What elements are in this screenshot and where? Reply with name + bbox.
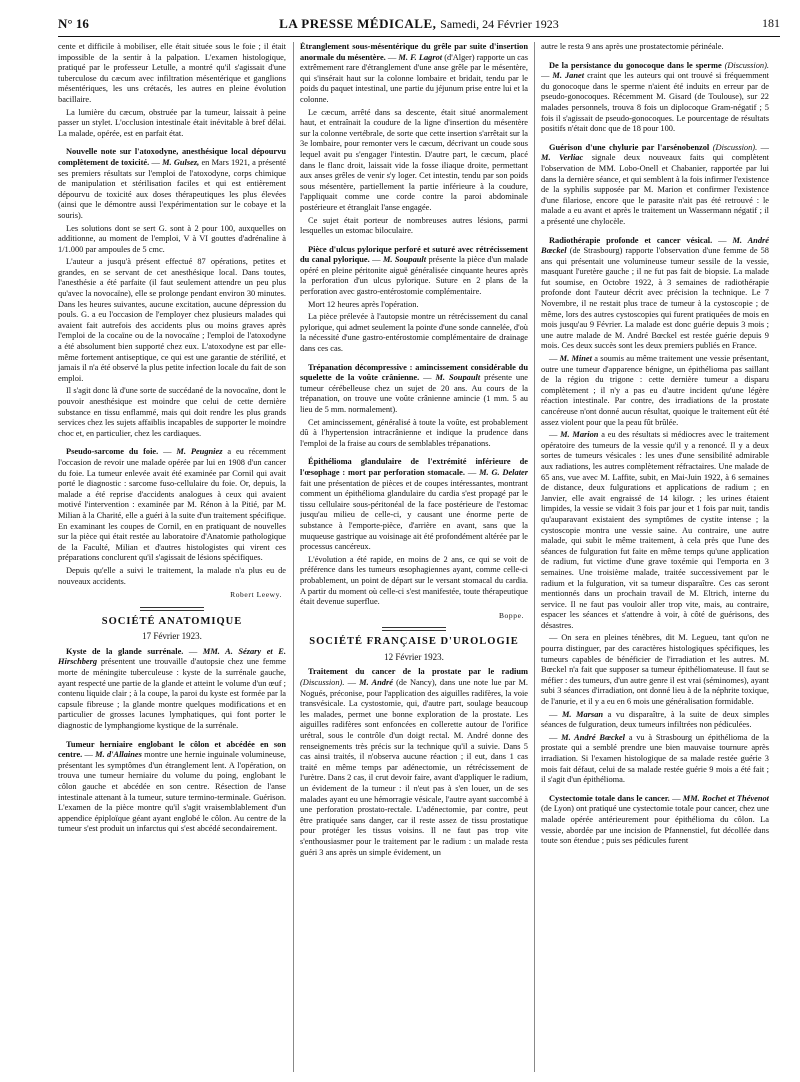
paragraph-text: a eu des résultats si médiocres avec le traitement opératoire des tumeurs de la vessie qu'il y a renoncé. Il y a deux sortes de tumeurs vésicales : les unes d'une sensibilité admirable aux radiations, les autres complètement réfractaires. Une malade de 65 ans, vue avec M. Laffite, subit, en Mai-Juin 1922, à 6 semaines de distance, deux fulgurations et applications de radium ; en Janvier, elle avait engraissé de 14 kilogr. ; les urines étaient limpides, la vessie se vidait 3 fois par jour et 1 fois par nuit, tandis qu'auparavant existaient des symptômes de cystite intense ; la cystoscopie montra une vessie saine. Au contraire, une autre malade, qui subit le même traitement, à cela près que l'une des séances de fulguration fut faite en même temps qu'une application de radium, fut victime d'une grave toxémie qui l'emporta en 3 semaines. Une troisième malade, traitée successivement par le radium et la fulguration, vit sa tumeur disparaître. Ces cas seront mentionnés dans un prochain travail de M. Eltrich, interne du service. Il ne faut pas vouloir aller trop vite, mais, au contraire, espacer les séances et s'attendre à voir, à côté de guérisons, des désastres. (541, 430, 769, 630)
paragraph: a eu récemment l'occasion de revoir une malade opérée par lui en 1908 d'un cancer du foie. La tumeur enlevée avait été examinée par Cornil qui avait porté le diagnostic : sarcome fuso-cellulaire du foie. Or, depuis, la malade a été reprise d'accidents analogues à ceux qui avaient motivé l'intervention : examinée par M. Rénon à la Pitié, par M. Milian à la Charité, elle a guéri à la suite d'un traitement spécifique. En examinant les coupes de Cornil, en en pratiquant de nouvelles sur la pièce qui était restée au laboratoire d'Anatomie pathologique de la Faculté, Milian et d'autres histologistes qui virent ces préparations conclurent qu'il s'agissait de lésions spécifiques. (58, 447, 286, 563)
article-author: M. Marsan (561, 709, 604, 719)
issue-date: Samedi, 24 Février 1923 (440, 17, 559, 31)
paragraph: — M. Minet a soumis au même traitement une vessie présentant, outre une tumeur d'apparence bénigne, un épithélioma pas saillant de la région du trigone : cette dernière tumeur a disparu complètement ; il n'y a pas eu d'autre incident qu'une légère réaction intestinale. Par contre, des irradiations de la prostate cancéreuse n'ont donné aucun résultat, quoique le traitement eût été assez violent pour que la peau fût brûlée. (541, 354, 769, 427)
article-intro: Tumeur herniaire englobant le côlon et abcédée en son centre. — M. d'Allaines montre une hernie inguinale volumineuse, présentant les symptômes d'un étranglement lent. A l'opération, on trouva une tumeur herniaire du volume du poing, englobant le côlon gauche et abcédée en son centre. Résection de l'anse intestinale attenant à la tumeur, suture termino-terminale. Guérison. L'examen de la pièce montre qu'il s'agit vraisemblablement d'un appendice épiploïque géant ayant englobé le côlon. Au centre de la tumeur s'est produit un infarctus qui s'est abcédé secondairement. (58, 739, 286, 834)
article-intro: Traitement du cancer de la prostate par le radium (Discussion). — M. André (de Nancy), dans une note lue par M. Nogués, préconise, pour l'application des aiguilles radifères, la voie transvésicale. La cystostomie, qui, d'autre part, soulage beaucoup les malades, permet une bonne exploration de la prostate. Les aiguilles radifères sont enfoncées en collerette autour de l'orifice urétral, sous le contrôle d'un doigt rectal. M. André donne des renseignements très précis sur la technique qu'il a suivie. Dans 5 cas ainsi traités, il n'observa aucune réaction ; il eut, dans 1 cas traité en même temps par adénectomie, un rétrécissement de l'urètre. Dans 2 cas, il crut devoir faire, avant d'appliquer le radium, un évidement de la tumeur : il n'eut pas à s'en louer, un de ses malades ayant eu une hémorragie vésicale, l'autre ayant succombé à une perforation prostato-rectale. L'adénectomie, par contre, peut être pratiquée sans danger, car il reste assez de tissu prostatique pour protéger les tissus voisins. Il ne faut pas trop vite s'enthousiasmer pour le traitement par le radium : un malade resta guéri 3 ans après un simple évidement, un (300, 667, 528, 857)
masthead (58, 16, 780, 32)
signature: Robert Leewy. (230, 590, 282, 600)
article-intro: Pseudo-sarcome du foie. — M. Peugniez a eu récemment l'occasion de revoir une malade opérée par lui en 1908 d'un cancer du foie. La tumeur enlevée avait été examinée par Cornil qui avait porté le diagnostic : sarcome fuso-cellulaire du foie. Or, depuis, la malade a été reprise d'accidents analogues à ceux qui avaient motivé l'intervention : examinée par M. Rénon à la Pitié, par M. Milian à la Charité, elle a guéri à la suite d'un traitement spécifique. En examinant les coupes de Cornil, en en pratiquant de nouvelles sur la pièce qui était restée au laboratoire d'Anatomie pathologique de la Faculté, Milian et d'autres histologistes qui virent ces préparations conclurent qu'il s'agissait de lésions spécifiques. (58, 447, 286, 563)
paragraph: La lumière du cæcum, obstruée par la tumeur, laissait à peine passer un stylet. L'occlusion intestinale était inévitable à bref délai. La malade, opérée, est en parfait état. (58, 107, 286, 138)
article-author: M. Marion (560, 430, 599, 440)
article-author: M. d'Allaines (95, 750, 142, 760)
paragraph: Les solutions dont se sert G. sont à 2 pour 100, auxquelles on additionne, au moment de l'emploi, V à VI gouttes d'adrénaline à 1/1.000 par ampoules de 5 cmc. (58, 223, 286, 254)
section-date: 17 Février 1923. (142, 631, 202, 642)
article-title: Pièce d'ulcus pylorique perforé et suturé avec rétrécissement du canal pylorique. (300, 244, 528, 265)
article-intro: De la persistance du gonocoque dans le sperme (Discussion). — M. Janet craint que les auteurs qui ont trouvé si fréquemment du gonocoque dans le sperme n'aient été induits en erreur par de pseudo-gonocoques. Récemment M. Gisard (de Toulouse), sur 22 malades personnels, trouva 8 fois un diplocoque Gram-négatif ; 5 fois il s'agissait de pseudo-gonocoques. Le pourcentage de résultats positifs n'était donc que de 18 pour 100. (541, 60, 769, 134)
paragraph: L'évolution a été rapide, en moins de 2 ans, ce qui se voit de préférence dans les tumeurs œsophagiennes ayant, comme celle-ci probablement, un point de départ sur le versant stomacal du cardia. A partir du moment où celle-ci s'est manifestée, toute thérapeutique était devenue superflue. (300, 554, 528, 607)
article-author: M. André (359, 678, 393, 688)
section-separator (140, 607, 204, 611)
paragraph: Il s'agit donc là d'une sorte de succédané de la novocaïne, dont le pouvoir anesthésique est moindre que celui de cette dernière substance en tissu enflammé, mais qui doit rendre les plus grands services chez les sujets affaiblis incapables de supporter le moindre choc et, en particulier, chez les cardiaques. (58, 386, 286, 438)
signature: Boppe. (498, 610, 524, 620)
article-author: M. Soupault (382, 255, 427, 265)
article-title: Pseudo-sarcome du foie. (66, 447, 159, 457)
article-author: MM. Rochet et Thévenot (682, 793, 769, 803)
paragraph: signale deux nouveaux faits qui complètent l'observation de MM. Lobo-Onell et Chabanier, rapportée par lui dans la dernière séance, et qui semblent à la fois infirmer l'existence de la syphilis supposée par M. Marion et confirmer l'existence d'une filariose, encore que le parasite n'ait pas été retrouvé : le malade a eu avant et après le traitement un Wassermann négatif ; il a présenté une chylocèle. (541, 153, 769, 226)
article-title: Radiothérapie profonde et cancer vésical. (549, 235, 713, 245)
article-title: Étranglement sous-mésentérique du grêle par suite d'insertion anormale du mésentère. (300, 42, 528, 62)
article-intro: Cystectomie totale dans le cancer. — MM. Rochet et Thévenot (de Lyon) ont pratiqué une cystectomie totale pour cancer, chez une malade opérée antérieurement pour épithélioma du côlon. La vessie, abordée par une incision de Pfannenstiel, fut décollée dans toute son étendue ; puis ses pédicules furent (541, 793, 769, 846)
paragraph: — M. Marsan a vu disparaître, à la suite de deux simples séances de fulguration, deux tumeurs infiltrées non pédiculées. (541, 709, 769, 730)
column-2 (300, 42, 528, 1074)
paragraph: L'auteur a jusqu'à présent effectué 87 opérations, petites et grandes, en se servant de cet anesthésique local. Dans toutes, l'anesthésie a été parfaite (il faut seulement attendre un peu plus qu'avec la novocaïne), elle se prolonge pendant environ 30 minutes. Dans les heures suivantes, aucune excitation, aucune dépression du pouls. G. a eu l'occasion de l'employer chez plusieurs malades qui avaient fait autrefois des accidents plus ou moins graves après l'emploi de la cocaïne ou de la novocaïne ; l'emploi de l'atoxodyne a été absolument bien supporté chez eux. L'atoxodyne est par elle-même fortement antiseptique, ce qui est une garantie de stérilité, et jamais il n'a été observé la plus petite infection locale du fait de son emploi. (58, 257, 286, 383)
column-divider (534, 42, 535, 1072)
article-author: M. André Bœckel (541, 235, 769, 256)
paragraph: cente et difficile à mobiliser, elle était située sous le foie ; il était impossible de la sentir à la palpation. L'examen histologique, pratiqué par le professeur Letulle, a montré qu'il s'agissait d'une tuberculose du cæcum avec infiltration mésentérique et ganglions mésentériques, les uns crétacés, les autres en pleine évolution bacillaire. (58, 42, 286, 104)
column-divider (293, 42, 294, 1072)
article-intro: Étranglement sous-mésentérique du grêle par suite d'insertion anormale du mésentère. — M. F. Lagrot (d'Alger) rapporte un cas extrêmement rare d'étranglement d'une anse grêle par le mésentère, qui s'insérait haut sur la colonne lombaire et bridait, tendu par le poids du paquet intestinal, une partie du jéjunum prise entre lui et la colonne. (300, 42, 528, 104)
section-title: SOCIÉTÉ ANATOMIQUE (101, 615, 243, 627)
paragraph: fait une présentation de pièces et de coupes intéressantes, montrant comment un épithélioma glandulaire du cardia s'est propagé par le tissu cellulaire sous-péritonéal de la face postérieure de l'estomac jusqu'au milieu de celle-ci, y causant une énorme perte de substance à l'emporte-pièce, d'arrière en avant, sans que la muqueuse gastrique au voisinage ait été profondément altérée par le processus cancéreux. (300, 478, 528, 552)
paragraph: (de Lyon) ont pratiqué une cystectomie totale pour cancer, chez une malade opérée antérieurement pour épithélioma du côlon. La vessie, abordée par une incision de Pfannenstiel, fut décollée dans toute son étendue ; puis ses pédicules furent (541, 804, 769, 846)
article-intro: Radiothérapie profonde et cancer vésical. — M. André Bœckel (de Strasbourg) rapporte l'observation d'une femme de 58 ans qui présentait une volumineuse tumeur sessile de la vessie, masquant l'uretère gauche ; il ne fut pas fait de biopsie. La malade fut soumise, en Octobre 1922, à 3 semaines de radiothérapie profonde dont l'auteur décrit avec précision la technique. Le 7 Novembre, il ne restait plus trace de tumeur à la cystoscopie ; de même, lors des autres cystoscopies qui furent pratiquées de mois en mois jusqu'au 9 Février. La malade est donc guérie depuis 3 mois ; une autre malade de M. André Bœckel est restée guérie depuis 9 mois. Ces deux succès sont les deux premiers publiés en France. (541, 235, 769, 351)
paragraph: présente la pièce d'un malade opéré en pleine péritonite aiguë généralisée cinquante heures après la perforation d'un ulcus pylorique. Suture en 2 plans de la perforation avec gastro-entérostomie complémentaire. (300, 255, 528, 297)
paragraph-text: a vu à Strasbourg un épithélioma de la prostate qui a semblé prendre une bien mauvaise tournure après irradiation. Si l'examen histologique de sa malade restée guérie 3 mois fait défaut, celui de sa malade restée guérie 9 mois a été fait ; il s'agit d'un épithélioma. (541, 732, 769, 785)
journal-title: LA PRESSE MÉDICALE, (279, 16, 437, 31)
paragraph: (d'Alger) rapporte un cas extrêmement rare d'étranglement d'une anse grêle par le mésentère, qui s'insérait haut sur la colonne lombaire et bridait, tendu par le poids du paquet intestinal, une partie du jéjunum prise entre lui et la colonne. (300, 52, 528, 104)
article-title: Épithélioma glandulaire de l'extrémité inférieure de l'œsophage : mort par perforation stomacale. (300, 457, 528, 477)
paragraph: craint que les auteurs qui ont trouvé si fréquemment du gonocoque dans le sperme n'aient été induits en erreur par de pseudo-gonocoques. Récemment M. Gisard (de Toulouse), sur 22 malades personnels, trouva 8 fois un diplocoque Gram-négatif ; 5 fois il s'agissait de pseudo-gonocoques. Le pourcentage de résultats positifs n'était donc que de 18 pour 100. (541, 71, 769, 134)
paragraph: La pièce prélevée à l'autopsie montre un rétrécissement du canal pylorique, qui admet seulement la pointe d'une sonde cannelée, d'où la nécessité d'une gastro-entérostomie complémentaire de drainage dans ces cas. (300, 312, 528, 354)
page-header (58, 10, 780, 37)
article-author: MM. A. Sézary et E. Hirschberg (58, 646, 286, 667)
article-title: De la persistance du gonocoque dans le sperme (549, 60, 722, 70)
article-author: M. Peugniez (176, 447, 223, 457)
section-date: 12 Février 1923. (384, 651, 444, 662)
article-author: M. Minet (559, 354, 592, 364)
article-title: Cystectomie totale dans le cancer. (549, 793, 670, 803)
article-intro: Guérison d'une chylurie par l'arsénobenzol (Discussion). — M. Verliac signale deux nouveaux faits qui complètent l'observation de MM. Lobo-Onell et Chabanier, rapportée par lui dans la dernière séance, et qui semblent à la fois infirmer l'existence de la syphilis supposée par M. Marion et confirmer l'existence d'une filariose, encore que le parasite n'ait pas été retrouvé : le malade a eu avant et après le traitement un Wassermann négatif ; il a présenté une chylocèle. (541, 142, 769, 226)
paragraph: Mort 12 heures après l'opération. (308, 299, 419, 309)
article-author: M. André Bœckel (561, 732, 625, 742)
paragraph: autre le resta 9 ans après une prostatectomie périnéale. (541, 42, 724, 51)
paragraph: Ce sujet était porteur de nombreuses autres lésions, parmi lesquelles un estomac biloculaire. (300, 215, 528, 236)
paragraph: Cet amincissement, généralisé à toute la voûte, est probablement dû à l'hypertension intracrânienne et indique la prudence dans l'emploi de la fraise au cours de semblables trépanations. (300, 417, 528, 448)
article-title: Traitement du cancer de la prostate par le radium (308, 667, 528, 677)
paragraph: (de Strasbourg) rapporte l'observation d'une femme de 58 ans qui présentait une volumineuse tumeur sessile de la vessie, masquant l'uretère gauche ; il ne fut pas fait de biopsie. La malade fut soumise, en Octobre 1922, à 3 semaines de radiothérapie profonde dont l'auteur décrit avec précision la technique. Le 7 Novembre, il ne restait plus trace de tumeur à la cystoscopie ; de même, lors des autres cystoscopies qui furent pratiquées de mois en mois jusqu'au 9 Février. La malade est donc guérie depuis 3 mois ; une autre malade de M. André Bœckel est restée guérie depuis 9 mois. Ces deux succès sont les deux premiers publiés en France. (541, 246, 769, 351)
article-title: Trépanation décompressive : amincissement considérable du squelette de la voûte crânienne. (300, 362, 528, 383)
paragraph-text: a vu disparaître, à la suite de deux simples séances de fulguration, deux tumeurs infiltrées non pédiculées. (541, 709, 769, 730)
article-title: Nouvelle note sur l'atoxodyne, anesthésique local dépourvu complètement de toxicité. (58, 147, 286, 167)
article-author: M. Janet (552, 71, 585, 81)
column-1 (58, 42, 286, 1074)
paragraph: Le cæcum, arrêté dans sa descente, était situé anormalement haut, et entraînait la coudure de la ligne d'insertion du mésentère sur la colonne vertébrale, de sorte que cette insertion s'arrêtait sur la 3e lombaire, pour remonter vers le cæcum, décrivant un coude sous lequel avait pu s'engager l'intestin. D'autre part, le cæcum, placé dans le flanc droit, laissait vide la fosse iliaque droite, permettant aux anses grêles de venir s'y loger. Cet intestin, tendu par son poids sous mésentère, partiellement la partie inférieure à la coudure, l'appliquait comme une corde contre la paroi abdominale postérieure et étranglait l'anse engagée. (300, 107, 528, 212)
paragraph: — M. André Bœckel a vu à Strasbourg un épithélioma de la prostate qui a semblé prendre une bien mauvaise tournure après irradiation. Si l'examen histologique de sa malade restée guérie 3 mois fait défaut, celui de sa malade restée guérie 9 mois a été fait ; il s'agit d'un épithélioma. (541, 732, 769, 785)
paragraph: montre une hernie inguinale volumineuse, présentant les symptômes d'un étranglement lent. A l'opération, on trouva une tumeur herniaire du volume du poing, englobant le côlon gauche et abcédée en son centre. Résection de l'anse intestinale attenant à la tumeur, suture termino-terminale. Guérison. L'examen de la pièce montre qu'il s'agit vraisemblablement d'un appendice épiploïque géant ayant englobé le côlon. Au centre de la tumeur s'est produit un infarctus qui s'est abcédé secondairement. (58, 750, 286, 834)
article-intro: Pièce d'ulcus pylorique perforé et suturé avec rétrécissement du canal pylorique. — M. Soupault présente la pièce d'un malade opéré en pleine péritonite aiguë généralisée cinquante heures après la perforation d'un ulcus pylorique. Suture en 2 plans de la perforation avec gastro-entérostomie complémentaire. (300, 244, 528, 297)
article-title: Tumeur herniaire englobant le côlon et abcédée en son centre. (58, 739, 286, 760)
article-author: M. F. Lagrot (398, 52, 443, 62)
article-author: M. Verliac (541, 153, 584, 163)
issue-number: N° 16 (58, 16, 89, 31)
paragraph-text: a soumis au même traitement une vessie présentant, outre une tumeur d'apparence bénigne, un épithélioma pas saillant de la région du trigone : cette dernière tumeur a disparu complètement ; il n'y a pas eu d'autre incident qu'une légère réaction intestinale. Par contre, des irradiations de la prostate cancéreuse n'ont donné aucun résultat, quoique le traitement eût été assez violent pour que la peau fût brûlée. (541, 354, 769, 427)
article-author: M. Gulsez, (162, 157, 200, 167)
article-author: M. Soupault (435, 373, 481, 383)
article-author: M. G. Delater (479, 467, 528, 477)
paragraph: (de Nancy), dans une note lue par M. Nogués, préconise, pour l'application des aiguilles radifères, la voie transvésicale. La cystostomie, qui, d'autre part, soulage beaucoup les malades, permet une bonne exploration de la prostate. Les aiguilles radifères sont enfoncées en collerette autour de l'orifice urétral, sous le contrôle d'un doigt rectal. M. André donne des renseignements très précis sur la technique qu'il a suivie. Dans 5 cas ainsi traités, il n'observa aucune réaction ; il eut, dans 1 cas traité en même temps par adénectomie, un rétrécissement de l'urètre. Dans 2 cas, il crut devoir faire, avant d'appliquer le radium, un évidement de la tumeur : il n'eut pas à s'en louer, un de ses malades ayant eu une hémorragie vésicale, l'autre ayant succombé à une perforation prostato-rectale. L'adénectomie, par contre, peut être pratiquée sans danger, car il reste assez de tissu prostatique pour protéger les tissus voisins. Il ne faut pas trop vite s'enthousiasmer pour le traitement par le radium : un malade resta guéri 3 ans après un simple évidement, un (300, 678, 528, 857)
discussion-label: (Discussion). (712, 142, 758, 152)
article-intro: Trépanation décompressive : amincissement considérable du squelette de la voûte crânienne. — M. Soupault présente une tumeur cérébelleuse chez un sujet de 20 ans. Au cours de la trépanation, on trouve une voûte crânienne amincie (1 mm. 5 au lieu de 5 mm. normalement). (300, 362, 528, 414)
paragraph: — On sera en pleines ténèbres, dit M. Legueu, tant qu'on ne pourra distinguer, par des caractères histologiques spécifiques, les tumeurs capables de bénéficier de l'irradiation et les autres. M. Bœckel n'a fait que supposer sa tumeur épithéliomateuse. Il faut se méfier : des tumeurs, d'un autre genre il est vrai (séminomes), ayant subi 3 séances d'irradiation, ont donné lieu à de la néphrite toxique, de l'anurie, et il y a eu en 6 mois une généralisation formidable. (541, 633, 769, 707)
paragraph: présente une tumeur cérébelleuse chez un sujet de 20 ans. Au cours de la trépanation, on trouve une voûte crânienne amincie (1 mm. 5 au lieu de 5 mm. normalement). (300, 373, 528, 414)
section-separator (382, 627, 446, 631)
article-intro: Kyste de la glande surrénale. — MM. A. Sézary et E. Hirschberg présentent une trouvaille d'autopsie chez une femme morte de méningite tuberculeuse : kyste de la surrénale gauche, ayant respecté une partie de la glande et atteint le volume d'un œuf ; contenu liquide clair ; à la coupe, la paroi du kyste est formée par la capsule fibreuse ; la glande montre quelques modifications et en particulier de grosses lacunes lymphatiques, qui font porter le diagnostic de lymphangiome kystique de la surrénale. (58, 646, 286, 731)
discussion-label: (Discussion). (724, 60, 769, 70)
article-title: Kyste de la glande surrénale. (66, 646, 184, 656)
paragraph: présentent une trouvaille d'autopsie chez une femme morte de méningite tuberculeuse : kyste de la surrénale gauche, ayant respecté une partie de la glande et atteint le volume d'un œuf ; contenu liquide clair ; à la coupe, la paroi du kyste est formée par la capsule fibreuse ; la glande montre quelques modifications et en particulier de grosses lacunes lymphatiques, qui font porter le diagnostic de lymphangiome kystique de la surrénale. (58, 657, 286, 731)
column-3 (541, 42, 769, 1074)
article-intro: Épithélioma glandulaire de l'extrémité inférieure de l'œsophage : mort par perforation stomacale. — M. G. Delater fait une présentation de pièces et de coupes intéressantes, montrant comment un épithélioma glandulaire du cardia s'est propagé par le tissu cellulaire sous-péritonéal de la face postérieure de l'estomac jusqu'au milieu de celle-ci, y causant une énorme perte de substance à l'emporte-pièce, d'arrière en avant, sans que la muqueuse gastrique au voisinage ait été profondément altérée par le processus cancéreux. (300, 457, 528, 552)
page-number: 181 (762, 16, 780, 30)
section-title: SOCIÉTÉ FRANÇAISE D'UROLOGIE (309, 636, 519, 648)
discussion-label: (Discussion). (300, 678, 345, 688)
article-title: Guérison d'une chylurie par l'arsénobenzol (549, 142, 710, 152)
paragraph: Depuis qu'elle a suivi le traitement, la malade n'a plus eu de nouveaux accidents. (58, 565, 286, 586)
paragraph: — M. Marion a eu des résultats si médiocres avec le traitement opératoire des tumeurs de la vessie qu'il y a renoncé. Il y a deux sortes de tumeurs vésicales : les unes d'une sensibilité admirable aux radiations, les autres complètement réfractaires. Une malade de 65 ans, vue avec M. Laffite, subit, en Mai-Juin 1922, à 6 semaines de distance, deux fulgurations et applications de radium ; en Janvier, elle avait engraissé de 14 kilogr. ; les urines étaient limpides, la vessie se vidait 3 fois par jour et 1 fois par nuit, tandis qu'auparavant existaient des symptômes de cystite intense ; la cystoscopie montra une vessie saine. Au contraire, une autre malade, qui subit le même traitement, à cela près que l'une des séances de fulguration fut faite en même temps qu'une application de radium, fut victime d'une grave toxémie qui l'emporta en 3 semaines. Une troisième malade, traitée successivement par le radium et la fulguration, vit sa tumeur disparaître. Ces cas seront mentionnés dans un prochain travail de M. Eltrich, interne du service. Il ne faut pas vouloir aller trop vite, mais, au contraire, espacer les séances et s'attendre à voir, à côté de guérisons, des désastres. (541, 430, 769, 630)
article-intro: Nouvelle note sur l'atoxodyne, anesthésique local dépourvu complètement de toxicité. — M. Gulsez, en Mars 1921, a présenté ses premiers résultats sur l'emploi de l'atoxodyne, corps chimique de manipulation et stérilisation faciles et qui est entièrement dépourvu de toxicité aux doses thérapeutiques les plus élevées (ainsi que le démontre aussi l'expérimentation sur le cobaye et la souris). (58, 147, 286, 220)
paragraph: en Mars 1921, a présenté ses premiers résultats sur l'emploi de l'atoxodyne, corps chimique de manipulation et stérilisation faciles et qui est entièrement dépourvu de toxicité aux doses thérapeutiques les plus élevées (ainsi que le démontre aussi l'expérimentation sur le cobaye et la souris). (58, 157, 286, 220)
